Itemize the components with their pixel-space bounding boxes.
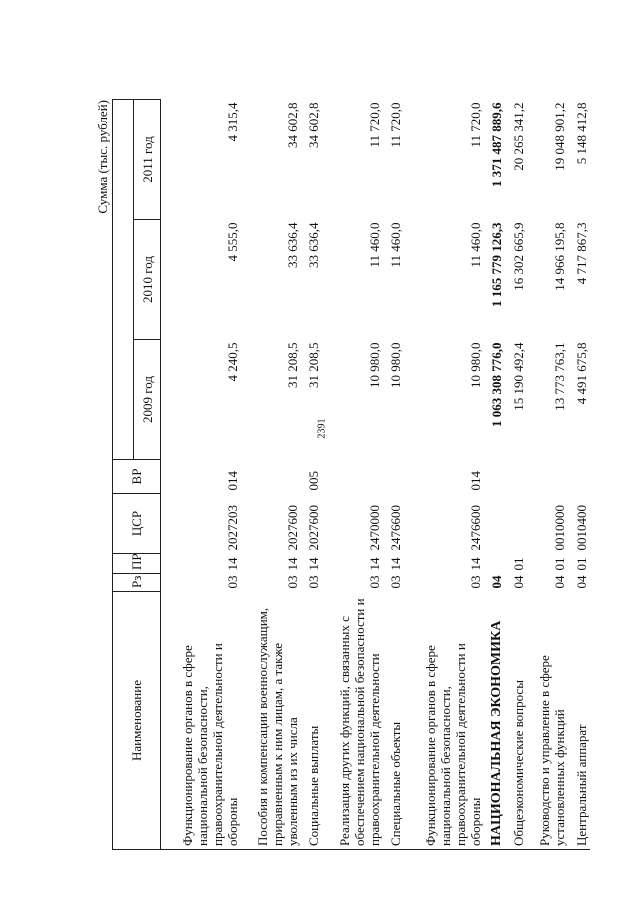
row-pr: 01	[511, 557, 527, 571]
row-2010: 16 302 665,9	[511, 222, 527, 291]
page-number: 2391	[316, 418, 328, 439]
row-name: НАЦИОНАЛЬНАЯ ЭКОНОМИКА	[484, 592, 506, 850]
row-2011: 11 720,0	[388, 102, 404, 148]
row-2009: 10 980,0	[366, 342, 382, 388]
row-pr: 14	[224, 557, 240, 571]
row-name: Общеэкономические вопросы	[505, 592, 527, 850]
row-2011: 5 148 412,8	[574, 102, 589, 165]
row-2009: 10 980,0	[388, 342, 404, 388]
table-row	[383, 99, 405, 849]
row-2010: 33 636,4	[284, 222, 300, 268]
row-name: Функционирование органов в сфере национальной безопасности, правоохранительной деятельности и обороны	[404, 592, 483, 850]
table-row	[241, 99, 301, 849]
row-pr: 01	[552, 557, 568, 571]
row-name: Пособия и компенсации военнослужащим, приравненным к ним лицам, а также уволенным из их числа	[241, 592, 301, 850]
row-csr: 0010000	[552, 505, 568, 551]
row-2011: 11 720,0	[467, 102, 483, 148]
row-name: Специальные объекты	[383, 592, 405, 850]
row-2009: 31 208,5	[284, 342, 300, 388]
row-2009: 13 773 763,1	[552, 342, 568, 411]
row-2009: 15 190 492,4	[511, 342, 527, 411]
header-rz: Рз	[113, 574, 161, 592]
row-pr: 14	[467, 557, 483, 571]
table-row-section	[484, 99, 506, 849]
row-vr	[568, 460, 590, 494]
row-name: Реализация других функций, связанных с обеспечением национальной безопасности и правоохранительной деятельности	[322, 592, 382, 850]
row-pr: 14	[366, 557, 382, 571]
row-vr: 005	[306, 471, 322, 491]
row-rz: 04	[511, 575, 527, 589]
row-rz: 04	[574, 575, 589, 589]
row-name: Руководство и управление в сфере установленных функций	[527, 592, 568, 850]
row-vr	[322, 460, 382, 494]
row-pr	[484, 554, 506, 574]
table-row	[161, 99, 241, 849]
row-vr	[527, 460, 568, 494]
row-2010: 4 555,0	[224, 222, 240, 262]
row-2010: 1 165 779 126,3	[489, 222, 505, 307]
budget-table	[112, 99, 590, 850]
row-2011: 19 048 901,2	[552, 102, 568, 171]
row-2011: 20 265 341,2	[511, 102, 527, 171]
row-2010: 4 717 867,3	[574, 222, 589, 285]
row-2009: 4 240,5	[224, 342, 240, 382]
row-2011: 4 315,4	[224, 102, 240, 142]
row-name: Функционирование органов в сфере национальной безопасности, правоохранительной деятельности и обороны	[161, 592, 241, 850]
row-csr	[484, 494, 506, 554]
row-csr: 2470000	[366, 505, 382, 551]
table-row	[322, 99, 382, 849]
row-pr: 14	[284, 557, 300, 571]
header-sum-spacer	[113, 99, 134, 459]
row-2009: 1 063 308 776,0	[489, 342, 505, 427]
row-csr: 0010400	[574, 505, 589, 551]
header-csr: ЦСР	[113, 494, 161, 554]
row-rz: 03	[284, 575, 300, 589]
header-2009: 2009 год	[134, 340, 161, 460]
row-rz: 03	[224, 575, 240, 589]
row-2010: 33 636,4	[306, 222, 322, 268]
row-pr: 14	[388, 557, 404, 571]
table-row	[505, 99, 527, 849]
row-rz: 03	[388, 575, 404, 589]
row-2010: 14 966 195,8	[552, 222, 568, 291]
row-2011: 1 371 487 889,6	[489, 102, 505, 187]
row-2011: 34 602,8	[306, 102, 322, 148]
row-vr	[484, 460, 506, 494]
rotated-table-page	[95, 100, 590, 850]
row-vr: 014	[467, 471, 483, 491]
row-csr	[505, 494, 527, 554]
units-caption: Сумма (тыс. рублей)	[95, 100, 110, 214]
row-2009: 10 980,0	[467, 342, 483, 388]
row-vr	[241, 460, 301, 494]
row-rz: 03	[467, 575, 483, 589]
row-2009: 31 208,5	[306, 342, 322, 388]
table-row	[527, 99, 568, 849]
table-row	[301, 99, 323, 849]
header-name: Наименование	[113, 592, 161, 850]
header-vr: ВР	[113, 460, 161, 494]
row-name: Центральный аппарат	[568, 592, 590, 850]
row-rz: 03	[366, 575, 382, 589]
row-2010: 11 460,0	[467, 222, 483, 268]
row-vr: 014	[224, 471, 240, 491]
row-rz: 04	[489, 575, 505, 589]
header-pr: ПР	[113, 554, 161, 574]
row-rz: 03	[306, 575, 322, 589]
row-2009: 4 491 675,8	[574, 342, 589, 405]
row-2010: 11 460,0	[388, 222, 404, 268]
table-row	[404, 99, 483, 849]
row-vr	[383, 460, 405, 494]
row-pr: 14	[306, 557, 322, 571]
row-pr: 01	[574, 557, 589, 571]
row-csr: 2476600	[467, 505, 483, 551]
row-2010: 11 460,0	[366, 222, 382, 268]
header-2010: 2010 год	[134, 220, 161, 340]
row-vr	[505, 460, 527, 494]
row-2011: 11 720,0	[366, 102, 382, 148]
row-2011: 34 602,8	[284, 102, 300, 148]
row-rz: 04	[552, 575, 568, 589]
row-csr: 2476600	[388, 505, 404, 551]
row-csr: 2027203	[224, 505, 240, 551]
table-row	[568, 99, 590, 849]
row-csr: 2027600	[306, 505, 322, 551]
header-2011: 2011 год	[134, 99, 161, 219]
row-csr: 2027600	[284, 505, 300, 551]
row-name: Социальные выплаты	[301, 592, 323, 850]
